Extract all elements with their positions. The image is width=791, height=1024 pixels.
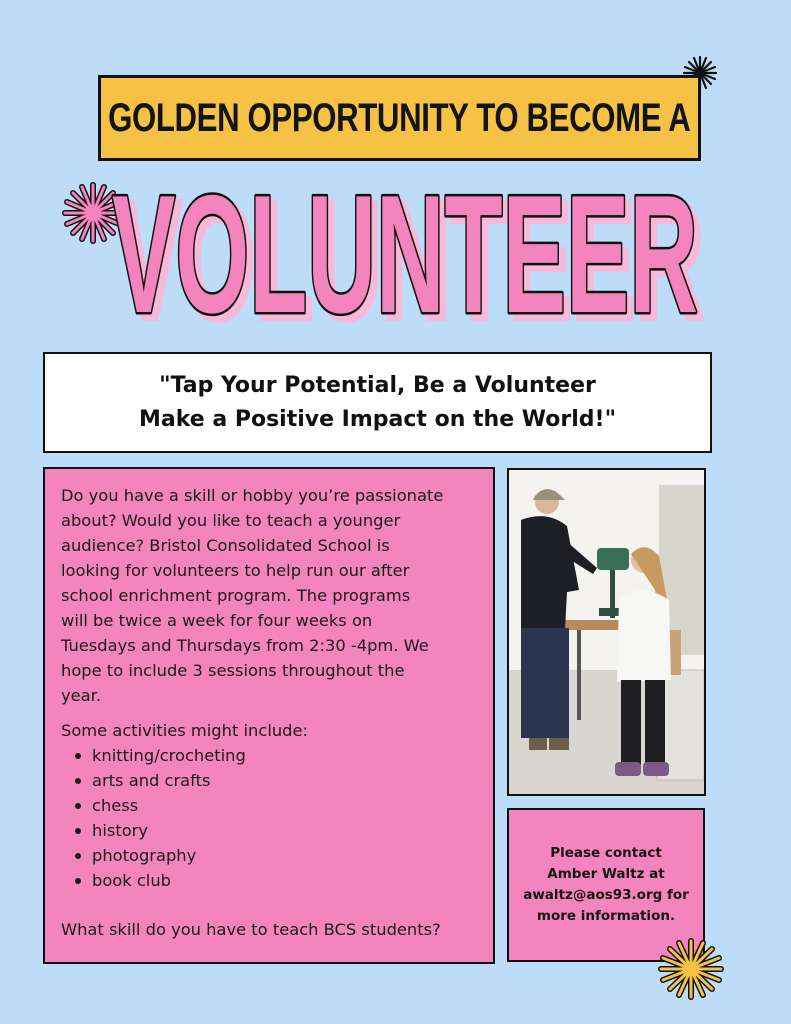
contact-email[interactable]: awaltz@aos93.org for: [523, 887, 689, 903]
activity-item: chess: [73, 793, 479, 818]
closing-question: What skill do you have to teach BCS students?: [61, 920, 441, 939]
intro-paragraph: [61, 483, 479, 708]
headline-text: GOLDEN OPPORTUNITY TO BECOME A: [108, 95, 691, 140]
headline-banner: [98, 75, 701, 161]
volunteer-photo: [507, 468, 706, 796]
intro-line: Do you have a skill or hobby you’re passionate: [61, 486, 444, 505]
intro-line: audience? Bristol Consolidated School is: [61, 536, 390, 555]
contact-line: more information.: [536, 908, 676, 924]
quote-line-2: Make a Positive Impact on the World!": [138, 406, 617, 432]
contact-line: Please contact: [550, 845, 662, 861]
intro-line: looking for volunteers to help run our after: [61, 561, 410, 580]
quote-line-1: "Tap Your Potential, Be a Volunteer: [159, 372, 596, 398]
quote-box: [43, 352, 712, 453]
intro-line: school enrichment program. The programs: [61, 586, 411, 605]
activities-heading: Some activities might include:: [61, 721, 308, 740]
activity-item: photography: [73, 843, 479, 868]
intro-line: about? Would you like to teach a younger: [61, 511, 401, 530]
intro-line: Tuesdays and Thursdays from 2:30 -4pm. We: [61, 636, 429, 655]
description-panel: [43, 467, 495, 964]
intro-line: will be twice a week for four weeks on: [61, 611, 373, 630]
activities-list: [61, 743, 479, 893]
activity-item: history: [73, 818, 479, 843]
title-shadow: VOLUNTEER: [118, 166, 704, 336]
title-text: VOLUNTEER: [112, 166, 698, 336]
intro-line: hope to include 3 sessions throughout the: [61, 661, 405, 680]
activity-item: book club: [73, 868, 479, 893]
activity-item: arts and crafts: [73, 768, 479, 793]
starburst-icon: [656, 936, 726, 1002]
volunteer-title: [105, 166, 715, 336]
contact-line: Amber Waltz at: [547, 866, 665, 882]
intro-line: year.: [61, 686, 102, 705]
activity-item: knitting/crocheting: [73, 743, 479, 768]
